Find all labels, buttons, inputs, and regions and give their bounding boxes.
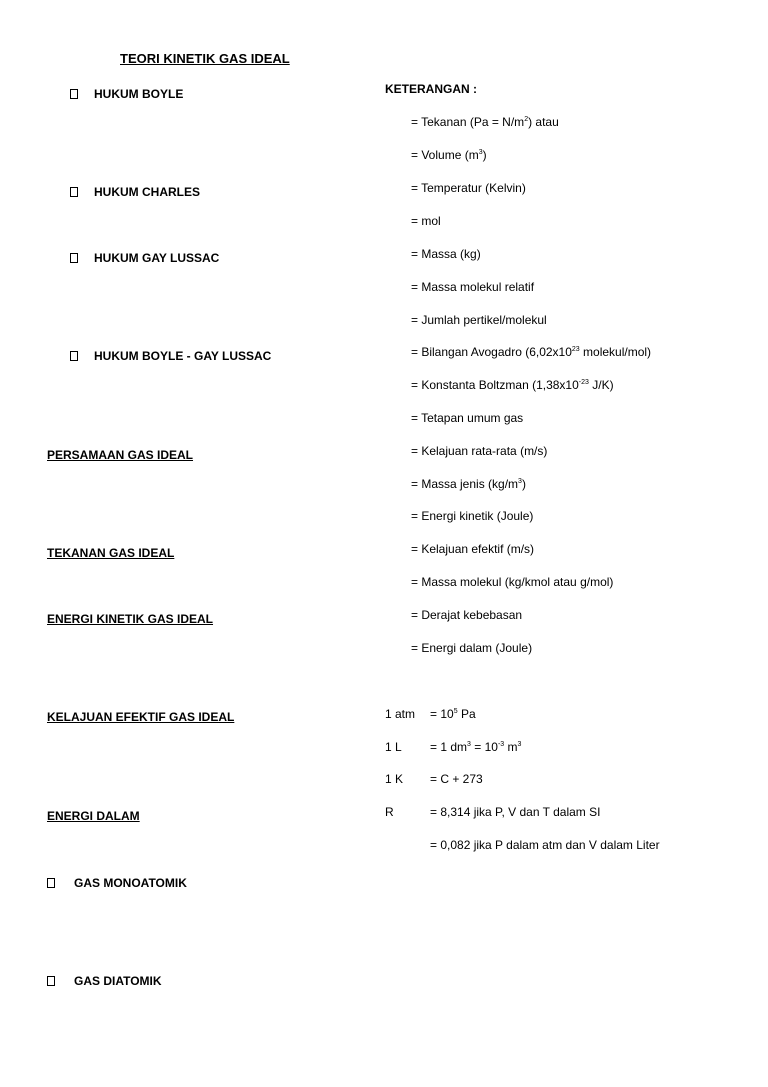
keterangan-item: = Massa molekul (kg/kmol atau g/mol) bbox=[411, 575, 614, 589]
square-bullet-icon bbox=[70, 253, 78, 263]
conversion-key: 1 L bbox=[385, 740, 402, 754]
conversion-value: = 1 $dm^3 = 10^{-3}$ $m^3$ bbox=[430, 740, 522, 754]
square-bullet-icon bbox=[70, 89, 78, 99]
keterangan-item: = Derajat kebebasan bbox=[411, 608, 523, 622]
section-persamaan: PERSAMAAN GAS IDEAL bbox=[47, 448, 194, 462]
section-energi-dalam: ENERGI DALAM bbox=[47, 809, 140, 823]
keterangan-item: = Energi kinetik (Joule) bbox=[411, 509, 534, 523]
keterangan-item: = Massa jenis $(kg/m^3)$ bbox=[411, 477, 526, 491]
conversion-key: R bbox=[385, 805, 394, 819]
keterangan-item: = Massa molekul relatif bbox=[411, 280, 535, 294]
keterangan-item: = Volume $(m^3)$ bbox=[411, 148, 487, 162]
square-bullet-icon bbox=[70, 351, 78, 361]
square-bullet-icon bbox=[47, 878, 55, 888]
conversion-value: = 8,314 jika P, V dan T dalam SI bbox=[430, 805, 601, 819]
section-energi-kinetik: ENERGI KINETIK GAS IDEAL bbox=[47, 612, 214, 626]
keterangan-item: = Kelajuan efektif (m/s) bbox=[411, 542, 535, 556]
keterangan-item: = Massa (kg) bbox=[411, 247, 481, 261]
keterangan-item: = Bilangan Avogadro ($6,02x10^{23}$ molekul/mol) bbox=[411, 345, 652, 359]
gas-monoatomik: GAS MONOATOMIK bbox=[74, 876, 187, 890]
conversion-key: 1 atm bbox=[385, 707, 416, 721]
law-boyle: HUKUM BOYLE bbox=[94, 87, 184, 101]
keterangan-item: = Konstanta Boltzman ($1,38x10^{-23}$ J/K) bbox=[411, 378, 614, 392]
law-gay-lussac: HUKUM GAY LUSSAC bbox=[94, 251, 220, 265]
square-bullet-icon bbox=[47, 976, 55, 986]
keterangan-item: = Jumlah pertikel/molekul bbox=[411, 313, 547, 327]
square-bullet-icon bbox=[70, 187, 78, 197]
section-tekanan: TEKANAN GAS IDEAL bbox=[47, 546, 175, 560]
keterangan-item: = Kelajuan rata-rata (m/s) bbox=[411, 444, 548, 458]
keterangan-heading: KETERANGAN : bbox=[385, 82, 477, 96]
page-title: TEORI KINETIK GAS IDEAL bbox=[120, 51, 290, 66]
keterangan-item: = Energi dalam (Joule) bbox=[411, 641, 533, 655]
section-kelajuan: KELAJUAN EFEKTIF GAS IDEAL bbox=[47, 710, 235, 724]
conversion-value: = 0,082 jika P dalam atm dan V dalam Liter bbox=[430, 838, 660, 852]
conversion-key: 1 K bbox=[385, 772, 404, 786]
law-boyle-gay-lussac: HUKUM BOYLE - GAY LUSSAC bbox=[94, 349, 272, 363]
keterangan-item: = Temperatur (Kelvin) bbox=[411, 181, 526, 195]
keterangan-item: = mol bbox=[411, 214, 441, 228]
keterangan-item: = Tetapan umum gas bbox=[411, 411, 524, 425]
law-charles: HUKUM CHARLES bbox=[94, 185, 200, 199]
conversion-value: = C + 273 bbox=[430, 772, 483, 786]
conversion-value: = $10^5$ Pa bbox=[430, 707, 476, 721]
gas-diatomik: GAS DIATOMIK bbox=[74, 974, 162, 988]
keterangan-item: = Tekanan $(Pa = N/m^2)$ atau bbox=[411, 115, 559, 129]
